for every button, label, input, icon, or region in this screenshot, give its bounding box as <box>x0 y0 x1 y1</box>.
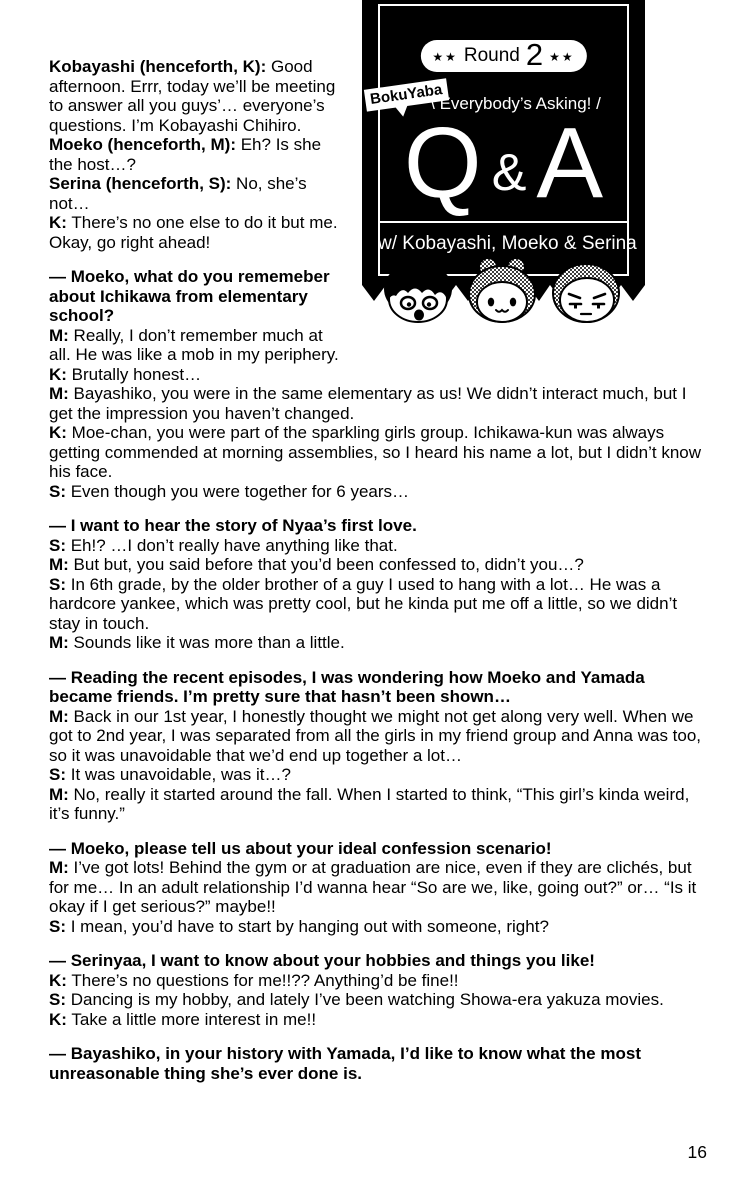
speaker-label: M: <box>49 858 69 877</box>
dialogue-line: S: In 6th grade, by the older brother of a guy I used to hang with a lot… He was a hardcore yankee, which was pretty cool, but he kinda put me off a little, so we didn’t stay in touch. <box>49 574 678 633</box>
speaker-label: Serina (henceforth, S): <box>49 174 232 193</box>
qa-title-a: A <box>536 107 604 219</box>
speaker-label: S: <box>49 574 66 594</box>
header-box-flow-spacer <box>349 57 703 329</box>
speaker-label: M: <box>49 555 69 574</box>
speaker-label: K: <box>49 364 67 384</box>
qa-section <box>49 1044 703 1083</box>
dialogue-line: Moeko (henceforth, M): Eh? Is she the host…? <box>49 135 322 174</box>
dialogue-line: M: Bayashiko, you were in the same elementary as us! We didn’t interact much, but I get the impression you haven’t changed. <box>49 384 687 423</box>
dialogue-line: Serina (henceforth, S): No, she’s not… <box>49 174 307 213</box>
page-number: 16 <box>687 1142 707 1162</box>
dialogue-line: M: But but, you said before that you’d been confessed to, didn’t you…? <box>49 555 584 574</box>
speaker-label: M: <box>49 706 69 726</box>
speaker-label: M: <box>49 384 69 403</box>
speaker-label: M: <box>49 325 69 345</box>
question-heading: — Moeko, what do you rememeber about Ichikawa from elementary school? <box>49 267 330 325</box>
dialogue-line: M: I’ve got lots! Behind the gym or at graduation are nice, even if they are clichés, but for me… In an adult relationship I’d wanna hear “So are we, like, going out?” or… “Is it okay if I get serious?” maybe!! <box>49 858 697 916</box>
dialogue-line: M: Back in our 1st year, I honestly thought we might not get along very well. When we got to 2nd year, I was separated from all the girls in my friend group and Anna was too, so it was unavoidable that we’d end up together a lot… <box>49 706 702 765</box>
qa-subtitle: w/ Kobayashi, Moeko & Serina <box>378 233 637 254</box>
question-heading: — I want to hear the story of Nyaa’s first love. <box>49 516 417 535</box>
speaker-label: S: <box>49 765 66 784</box>
dialogue-line: K: There’s no one else to do it but me. Okay, go right ahead! <box>49 213 338 252</box>
dialogue-line: S: Dancing is my hobby, and lately I’ve been watching Showa-era yakuza movies. <box>49 990 664 1009</box>
speaker-label: S: <box>49 535 66 555</box>
qa-title-q: Q <box>403 107 482 219</box>
speaker-label: K: <box>49 970 67 990</box>
dialogue-line: S: I mean, you’d have to start by hanging out with someone, right? <box>49 916 549 936</box>
bokuyaba-label: BokuYaba <box>369 81 444 108</box>
speaker-label: K: <box>49 423 67 442</box>
question-heading: — Reading the recent episodes, I was wondering how Moeko and Yamada became friends. I’m pretty sure that hasn’t been shown… <box>49 667 645 706</box>
qa-article <box>49 57 703 1098</box>
question-heading: — Moeko, please tell us about your ideal confession scenario! <box>49 838 552 858</box>
speaker-label: M: <box>49 784 69 804</box>
qa-section <box>49 951 703 1029</box>
speaker-label: S: <box>49 916 66 936</box>
speaker-label: Moeko (henceforth, M): <box>49 135 236 154</box>
speaker-label: M: <box>49 633 69 652</box>
question-heading: — Serinyaa, I want to know about your hobbies and things you like! <box>49 951 595 970</box>
question-heading: — Bayashiko, in your history with Yamada, I’d like to know what the most unreasonable thing she’s ever done is. <box>49 1044 641 1083</box>
dialogue-line: K: There’s no questions for me!!?? Anything’d be fine!! <box>49 970 459 990</box>
dialogue-line: K: Brutally honest… <box>49 364 202 384</box>
tagline: \ Everybody’s Asking! / <box>430 94 601 113</box>
dialogue-line: Kobayashi (henceforth, K): Good afternoon. Errr, today we’ll be meeting to answer all you guys’… everyone’s questions. I’m Kobayashi Chihiro. <box>49 57 336 135</box>
speaker-label: K: <box>49 213 67 232</box>
round-label: Round <box>463 45 520 66</box>
dialogue-line: M: Sounds like it was more than a little. <box>49 633 345 652</box>
qa-section <box>49 668 703 824</box>
dialogue-line: S: Eh!? …I don’t really have anything like that. <box>49 535 398 555</box>
speaker-label: S: <box>49 990 66 1009</box>
dialogue-line: K: Take a little more interest in me!! <box>49 1009 317 1029</box>
qa-title-ampersand: & <box>491 144 527 203</box>
dialogue-line: S: It was unavoidable, was it…? <box>49 765 291 784</box>
star-icons-right: ★★ <box>549 50 575 64</box>
dialogue-line: M: No, really it started around the fall. When I started to think, “This girl’s kinda weird, it’s funny.” <box>49 784 690 823</box>
dialogue-line: M: Really, I don’t remember much at all. He was like a mob in my periphery. <box>49 325 339 364</box>
speaker-label: K: <box>49 1009 67 1029</box>
dialogue-line: S: Even though you were together for 6 years… <box>49 481 410 501</box>
qa-section <box>49 516 703 653</box>
star-icons-left: ★★ <box>432 50 458 64</box>
dialogue-line: K: Moe-chan, you were part of the sparkling girls group. Ichikawa-kun was always getting commended at morning assemblies, so I heard his name a lot, but I didn’t know his face. <box>49 423 702 481</box>
speaker-label: S: <box>49 481 66 501</box>
round-number: 2 <box>525 36 544 72</box>
speaker-label: Kobayashi (henceforth, K): <box>49 57 267 76</box>
qa-section <box>49 839 703 937</box>
